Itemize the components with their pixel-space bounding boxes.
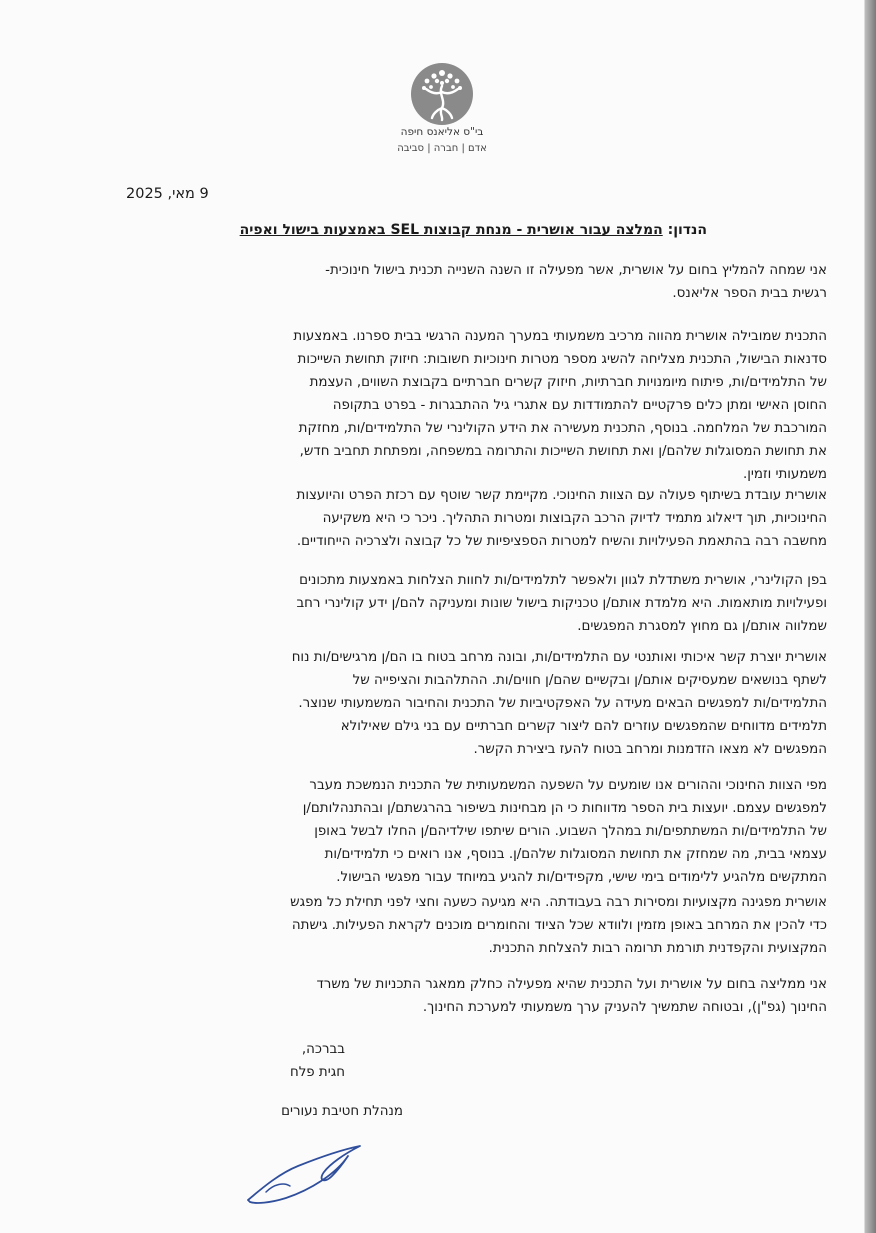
paragraph-line: של התלמידים/ות המשתתפים/ות במהלך השבוע. הורים שיתפו שילדיהם/ן החלו לבשל באופן (314, 824, 827, 839)
paragraph-line: רגשית בבית הספר אליאנס. (672, 286, 827, 301)
paragraph-line: משמעותי וזמין. (742, 467, 827, 482)
paragraph-culinary (113, 569, 827, 638)
paragraph-line: מפי הצוות החינוכי וההורים אנו שומעים על השפעה המשמעותית של התכנית הנמשכת מעבר (309, 778, 827, 793)
paragraph-line: המתקשים מלהגיע ללימודים בימי שישי, מקפידים/ות להגיע במיוחד עבור מפגשי הבישול. (336, 870, 827, 885)
paragraph-line: החינוך (גפ"ן), ובטוחה שתמשיך להעניק ערך משמעותי למערכת החינוך. (422, 1000, 827, 1015)
paragraph-recommendation (113, 973, 827, 1019)
paragraph-collaboration (113, 484, 827, 553)
paragraph-line: עצמאי בבית, מה שמחזק את תחושת המסוגלות שלהם/ן. בנוסף, אנו רואים כי תלמידים/ות (324, 847, 827, 862)
paragraph-professionalism (113, 891, 827, 960)
paragraph-line: אני שמחה להמליץ בחום על אושרית, אשר מפעילה זו השנה השנייה תכנית בישול חינוכית- (325, 263, 827, 278)
paragraph-line: בפן הקולינרי, אושרית משתדלת לגוון ולאפשר לתלמידים/ות לחוות הצלחות באמצעות מתכונים (299, 573, 827, 588)
paragraph-line: המקצועית והקפדנית תורמת תרומה רבות להצלחת התכנית. (488, 941, 827, 956)
paragraph-line: המפגשים לא מצאו הזדמנות ומרחב בטוח להעז ביצירת הקשר. (473, 742, 827, 757)
school-tagline: אדם | חברה | סביבה (397, 143, 487, 154)
school-name: בי"ס אליאנס חיפה (400, 126, 484, 138)
subject-prefix: הנדון: (667, 222, 707, 238)
paragraph-line: החינוכיות, תוך דיאלוג מתמיד לדיוק הרכב הקבוצות ומטרות התהליך. ניכר כי היא משקיעה (322, 511, 827, 526)
paragraph-line: אני ממליצה בחום על אושרית ועל התכנית שהיא מפעילה כחלק ממאגר התכניות של משרד (316, 977, 827, 992)
paragraph-line: שמלווה אותם/ן גם מחוץ למסגרת המפגשים. (577, 619, 827, 634)
paragraph-line: אושרית עובדת בשיתוף פעולה עם הצוות החינוכי. מקיימת קשר שוטף עם רכזת הפרט והיועצות (296, 488, 827, 503)
page-edge-shadow (865, 0, 876, 1233)
letter-date: 9 מאי, 2025 (126, 186, 209, 202)
paragraph-line: למפגשים עצמם. יועצות בית הספר מדווחות כי הן מבחינות בשיפור בהרגשתם/ן ובהתנהלותם/ן (302, 801, 827, 816)
paragraph-line: החוסן האישי ומתן כלים פרקטיים להתמודדות עם אתגרי גיל ההתבגרות - בפרט בתקופה (332, 398, 827, 413)
handwritten-signature (240, 1140, 370, 1210)
paragraph-program (113, 325, 827, 486)
paragraph-line: אושרית מפגינה מקצועיות ומסירות רבה בעבודתה. היא מגיעה כשעה וחצי לפני תחילת כל מפגש (290, 895, 827, 910)
paragraph-relationship (113, 646, 827, 761)
paragraph-line: התכנית שמובילה אושרית מהווה מרכיב משמעותי במערך המענה הרגשי בבית ספרנו. באמצעות (293, 329, 827, 344)
closing-greeting: בברכה, (301, 1042, 345, 1057)
paragraph-line: תלמידים מדווחים שהמפגשים עוזרים להם ליצור קשרים חברתיים עם בני גילם שאילולא (340, 719, 827, 734)
paragraph-intro (113, 259, 827, 305)
signer-name: חגית פלח (289, 1065, 345, 1080)
signer-title: מנהלת חטיבת נעורים (281, 1104, 403, 1119)
paragraph-line: של התלמידים/ות, פיתוח מיומנויות חברתיות, חיזוק קשרים חברתיים בקבוצת השווים, העצמת (309, 375, 827, 390)
paragraph-line: לשתף בנושאים שמעסיקים אותם/ן ובקשיים שהם/ן חווים/ות. ההתלהבות והציפייה של (352, 673, 827, 688)
letter-subject (240, 222, 707, 238)
paragraph-impact (113, 774, 827, 889)
paragraph-line: כדי להכין את המרחב באופן מזמין ולוודא שכל הציוד והחומרים מוכנים לקראת הפעילות. גישתה (291, 918, 827, 933)
paragraph-line: אושרית יוצרת קשר איכותי ואותנטי עם התלמידים/ות, ובונה מרחב בטוח בו הם/ן מרגישים/ות נוח (291, 650, 827, 665)
paragraph-line: סדנאות הבישול, התכנית מצליחה להשיג מספר מטרות חינוכיות חשובות: חיזוק תחושת השייכות (297, 352, 827, 367)
paragraph-line: מחשבה רבה בהתאמת הפעילויות והשיח למטרות הספציפיות של כל קבוצה ולצרכיה הייחודיים. (296, 534, 827, 549)
school-logo-icon (410, 62, 474, 126)
subject-text: המלצה עבור אושרית - מנחת קבוצות SEL באמצעות בישול ואפיה (239, 222, 663, 238)
paragraph-line: המורכבת של המלחמה. בנוסף, התכנית מעשירה את הידע הקולינרי של התלמידים/ות, מחזקת (298, 421, 827, 436)
paragraph-line: התלמידים/ות למפגשים הבאים מעידה על האפקטיביות של התכנית והחיבור המשמעותי שנוצר. (298, 696, 827, 711)
paragraph-line: ופעילויות מותאמות. היא מלמדת אותם/ן טכניקות בישול שונות ומעניקה להם/ן ידע קולינרי רחב (296, 596, 827, 611)
paragraph-line: את תחושת המסוגלות שלהם/ן ואת תחושת השייכות והתרומה במשפחה, ומפתחת תחביב חדש, (299, 444, 827, 459)
